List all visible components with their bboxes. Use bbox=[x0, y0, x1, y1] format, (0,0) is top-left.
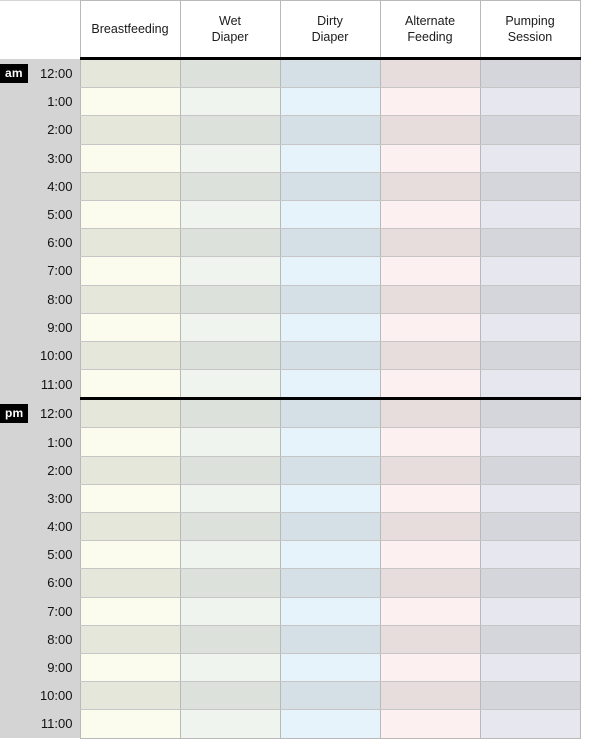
entry-cell[interactable] bbox=[80, 484, 180, 512]
entry-cell[interactable] bbox=[80, 513, 180, 541]
row-time-label: 11:00 bbox=[30, 710, 80, 738]
entry-cell[interactable] bbox=[480, 456, 580, 484]
entry-cell[interactable] bbox=[280, 456, 380, 484]
row-time-label: 7:00 bbox=[30, 597, 80, 625]
entry-cell[interactable] bbox=[380, 513, 480, 541]
table-row bbox=[0, 682, 580, 710]
entry-cell[interactable] bbox=[380, 370, 480, 399]
entry-cell[interactable] bbox=[480, 428, 580, 456]
row-time-label: 5:00 bbox=[30, 200, 80, 228]
period-badge-spacer bbox=[0, 456, 30, 484]
entry-cell[interactable] bbox=[280, 513, 380, 541]
entry-cell[interactable] bbox=[280, 116, 380, 144]
entry-cell[interactable] bbox=[180, 569, 280, 597]
entry-cell[interactable] bbox=[280, 399, 380, 428]
table-row bbox=[0, 172, 580, 200]
entry-cell[interactable] bbox=[180, 625, 280, 653]
period-badge-spacer bbox=[0, 597, 30, 625]
period-badge-spacer bbox=[0, 428, 30, 456]
table-row bbox=[0, 456, 580, 484]
entry-cell[interactable] bbox=[380, 285, 480, 313]
entry-cell[interactable] bbox=[80, 597, 180, 625]
table-row bbox=[0, 597, 580, 625]
table-row bbox=[0, 200, 580, 228]
table-row bbox=[0, 144, 580, 172]
column-header-pumping-session bbox=[480, 1, 580, 59]
period-badge-spacer bbox=[0, 341, 30, 369]
entry-cell[interactable] bbox=[180, 257, 280, 285]
period-badge-spacer bbox=[0, 313, 30, 341]
entry-cell[interactable] bbox=[380, 172, 480, 200]
entry-cell[interactable] bbox=[480, 59, 580, 88]
entry-cell[interactable] bbox=[480, 172, 580, 200]
row-time-label: 12:00 bbox=[30, 399, 80, 428]
entry-cell[interactable] bbox=[80, 144, 180, 172]
entry-cell[interactable] bbox=[280, 484, 380, 512]
entry-cell[interactable] bbox=[280, 172, 380, 200]
table-row bbox=[0, 484, 580, 512]
table-row bbox=[0, 653, 580, 681]
entry-cell[interactable] bbox=[280, 653, 380, 681]
entry-cell[interactable] bbox=[80, 172, 180, 200]
row-time-label: 3:00 bbox=[30, 484, 80, 512]
row-time-label: 1:00 bbox=[30, 428, 80, 456]
period-badge-label: pm bbox=[0, 404, 28, 423]
row-time-label: 9:00 bbox=[30, 313, 80, 341]
entry-cell[interactable] bbox=[480, 682, 580, 710]
entry-cell[interactable] bbox=[180, 313, 280, 341]
table-row bbox=[0, 428, 580, 456]
entry-cell[interactable] bbox=[480, 341, 580, 369]
entry-cell[interactable] bbox=[280, 569, 380, 597]
entry-cell[interactable] bbox=[280, 597, 380, 625]
entry-cell[interactable] bbox=[280, 341, 380, 369]
column-header-breastfeeding-line1: Breastfeeding bbox=[91, 22, 169, 36]
entry-cell[interactable] bbox=[480, 484, 580, 512]
entry-cell[interactable] bbox=[180, 144, 280, 172]
entry-cell[interactable] bbox=[80, 257, 180, 285]
entry-cell[interactable] bbox=[80, 88, 180, 116]
entry-cell[interactable] bbox=[280, 428, 380, 456]
entry-cell[interactable] bbox=[180, 229, 280, 257]
period-badge-spacer bbox=[0, 484, 30, 512]
table-row bbox=[0, 116, 580, 144]
entry-cell[interactable] bbox=[480, 200, 580, 228]
entry-cell[interactable] bbox=[280, 682, 380, 710]
table-row bbox=[0, 313, 580, 341]
row-time-label: 10:00 bbox=[30, 341, 80, 369]
entry-cell[interactable] bbox=[80, 653, 180, 681]
period-badge-spacer bbox=[0, 653, 30, 681]
column-header-wet-diaper bbox=[180, 1, 280, 59]
column-header-breastfeeding bbox=[80, 1, 180, 59]
entry-cell[interactable] bbox=[180, 341, 280, 369]
entry-cell[interactable] bbox=[480, 229, 580, 257]
entry-cell[interactable] bbox=[180, 370, 280, 399]
table-row bbox=[0, 257, 580, 285]
row-time-label: 8:00 bbox=[30, 285, 80, 313]
entry-cell[interactable] bbox=[280, 88, 380, 116]
period-badge-spacer bbox=[0, 541, 30, 569]
entry-cell[interactable] bbox=[180, 59, 280, 88]
entry-cell[interactable] bbox=[180, 597, 280, 625]
row-time-label: 5:00 bbox=[30, 541, 80, 569]
entry-cell[interactable] bbox=[80, 116, 180, 144]
table-header bbox=[0, 1, 580, 59]
table-row bbox=[0, 399, 580, 428]
period-badge-spacer bbox=[0, 710, 30, 738]
entry-cell[interactable] bbox=[380, 88, 480, 116]
entry-cell[interactable] bbox=[180, 513, 280, 541]
entry-cell[interactable] bbox=[380, 428, 480, 456]
entry-cell[interactable] bbox=[80, 625, 180, 653]
table-row bbox=[0, 59, 580, 88]
period-badge-spacer bbox=[0, 144, 30, 172]
column-header-alternate-feeding-line2: Feeding bbox=[407, 30, 453, 44]
row-time-label: 12:00 bbox=[30, 59, 80, 88]
entry-cell[interactable] bbox=[480, 370, 580, 399]
entry-cell[interactable] bbox=[480, 597, 580, 625]
entry-cell[interactable] bbox=[380, 229, 480, 257]
entry-cell[interactable] bbox=[80, 428, 180, 456]
column-header-pumping-session-line1: Pumping bbox=[505, 14, 555, 28]
entry-cell[interactable] bbox=[380, 59, 480, 88]
table-row bbox=[0, 569, 580, 597]
row-time-label: 8:00 bbox=[30, 625, 80, 653]
table-row bbox=[0, 285, 580, 313]
entry-cell[interactable] bbox=[180, 116, 280, 144]
entry-cell[interactable] bbox=[280, 285, 380, 313]
entry-cell[interactable] bbox=[80, 456, 180, 484]
entry-cell[interactable] bbox=[280, 257, 380, 285]
entry-cell[interactable] bbox=[180, 484, 280, 512]
table-row bbox=[0, 370, 580, 399]
entry-cell[interactable] bbox=[280, 229, 380, 257]
entry-cell[interactable] bbox=[180, 172, 280, 200]
entry-cell[interactable] bbox=[80, 399, 180, 428]
entry-cell[interactable] bbox=[280, 370, 380, 399]
entry-cell[interactable] bbox=[380, 569, 480, 597]
column-header-dirty-diaper bbox=[280, 1, 380, 59]
row-time-label: 3:00 bbox=[30, 144, 80, 172]
period-badge-spacer bbox=[0, 200, 30, 228]
entry-cell[interactable] bbox=[480, 144, 580, 172]
entry-cell[interactable] bbox=[180, 653, 280, 681]
entry-cell[interactable] bbox=[280, 200, 380, 228]
entry-cell[interactable] bbox=[480, 513, 580, 541]
entry-cell[interactable] bbox=[480, 257, 580, 285]
period-badge-spacer bbox=[0, 88, 30, 116]
table-row bbox=[0, 541, 580, 569]
period-badge-spacer bbox=[0, 172, 30, 200]
column-header-wet-diaper-line2: Diaper bbox=[211, 30, 249, 44]
entry-cell[interactable] bbox=[380, 597, 480, 625]
row-time-label: 10:00 bbox=[30, 682, 80, 710]
period-badge-spacer bbox=[0, 625, 30, 653]
entry-cell[interactable] bbox=[380, 144, 480, 172]
row-time-label: 4:00 bbox=[30, 172, 80, 200]
entry-cell[interactable] bbox=[380, 116, 480, 144]
entry-cell[interactable] bbox=[380, 653, 480, 681]
column-header-alternate-feeding-line1: Alternate bbox=[404, 14, 456, 28]
row-time-label: 6:00 bbox=[30, 229, 80, 257]
table-row bbox=[0, 88, 580, 116]
entry-cell[interactable] bbox=[80, 370, 180, 399]
entry-cell[interactable] bbox=[80, 313, 180, 341]
column-header-alternate-feeding bbox=[380, 1, 480, 59]
entry-cell[interactable] bbox=[180, 285, 280, 313]
column-header-dirty-diaper-line2: Diaper bbox=[311, 30, 349, 44]
entry-cell[interactable] bbox=[180, 88, 280, 116]
entry-cell[interactable] bbox=[480, 399, 580, 428]
entry-cell[interactable] bbox=[280, 625, 380, 653]
entry-cell[interactable] bbox=[380, 341, 480, 369]
table-body bbox=[0, 59, 580, 739]
entry-cell[interactable] bbox=[380, 682, 480, 710]
entry-cell[interactable] bbox=[180, 541, 280, 569]
entry-cell[interactable] bbox=[380, 484, 480, 512]
entry-cell[interactable] bbox=[380, 399, 480, 428]
period-badge-spacer bbox=[0, 257, 30, 285]
row-time-label: 2:00 bbox=[30, 456, 80, 484]
entry-cell[interactable] bbox=[180, 428, 280, 456]
entry-cell[interactable] bbox=[80, 341, 180, 369]
entry-cell[interactable] bbox=[80, 229, 180, 257]
period-badge-spacer bbox=[0, 116, 30, 144]
period-badge-spacer bbox=[0, 513, 30, 541]
entry-cell[interactable] bbox=[480, 285, 580, 313]
period-badge-spacer bbox=[0, 229, 30, 257]
row-time-label: 11:00 bbox=[30, 370, 80, 399]
entry-cell[interactable] bbox=[180, 399, 280, 428]
table-row bbox=[0, 341, 580, 369]
row-time-label: 4:00 bbox=[30, 513, 80, 541]
table-row bbox=[0, 229, 580, 257]
entry-cell[interactable] bbox=[380, 541, 480, 569]
row-time-label: 1:00 bbox=[30, 88, 80, 116]
row-time-label: 6:00 bbox=[30, 569, 80, 597]
header-row bbox=[0, 1, 580, 59]
entry-cell[interactable] bbox=[80, 200, 180, 228]
entry-cell[interactable] bbox=[480, 625, 580, 653]
entry-cell[interactable] bbox=[480, 116, 580, 144]
entry-cell[interactable] bbox=[380, 313, 480, 341]
entry-cell[interactable] bbox=[480, 710, 580, 738]
entry-cell[interactable] bbox=[280, 313, 380, 341]
entry-cell[interactable] bbox=[380, 710, 480, 738]
entry-cell[interactable] bbox=[80, 59, 180, 88]
period-badge-label: am bbox=[0, 64, 28, 83]
entry-cell[interactable] bbox=[180, 682, 280, 710]
table-row bbox=[0, 625, 580, 653]
entry-cell[interactable] bbox=[280, 144, 380, 172]
entry-cell[interactable] bbox=[380, 625, 480, 653]
entry-cell[interactable] bbox=[380, 257, 480, 285]
row-time-label: 2:00 bbox=[30, 116, 80, 144]
entry-cell[interactable] bbox=[180, 710, 280, 738]
column-header-dirty-diaper-line1: Dirty bbox=[317, 14, 343, 28]
period-badge-spacer bbox=[0, 370, 30, 399]
row-time-label: 9:00 bbox=[30, 653, 80, 681]
entry-cell[interactable] bbox=[80, 682, 180, 710]
period-badge-spacer bbox=[0, 285, 30, 313]
period-badge-am bbox=[0, 59, 30, 88]
entry-cell[interactable] bbox=[80, 569, 180, 597]
entry-cell[interactable] bbox=[280, 59, 380, 88]
entry-cell[interactable] bbox=[480, 541, 580, 569]
entry-cell[interactable] bbox=[480, 88, 580, 116]
table-row bbox=[0, 710, 580, 738]
period-badge-pm bbox=[0, 399, 30, 428]
entry-cell[interactable] bbox=[480, 569, 580, 597]
period-badge-spacer bbox=[0, 682, 30, 710]
period-badge-spacer bbox=[0, 569, 30, 597]
entry-cell[interactable] bbox=[180, 200, 280, 228]
table-row bbox=[0, 513, 580, 541]
header-corner-spacer bbox=[0, 1, 80, 59]
column-header-pumping-session-line2: Session bbox=[507, 30, 553, 44]
entry-cell[interactable] bbox=[80, 285, 180, 313]
row-time-label: 7:00 bbox=[30, 257, 80, 285]
entry-cell[interactable] bbox=[380, 456, 480, 484]
column-header-wet-diaper-line1: Wet bbox=[219, 14, 241, 28]
entry-cell[interactable] bbox=[280, 541, 380, 569]
entry-cell[interactable] bbox=[80, 710, 180, 738]
entry-cell[interactable] bbox=[80, 541, 180, 569]
entry-cell[interactable] bbox=[380, 200, 480, 228]
entry-cell[interactable] bbox=[480, 313, 580, 341]
entry-cell[interactable] bbox=[280, 710, 380, 738]
entry-cell[interactable] bbox=[480, 653, 580, 681]
entry-cell[interactable] bbox=[180, 456, 280, 484]
